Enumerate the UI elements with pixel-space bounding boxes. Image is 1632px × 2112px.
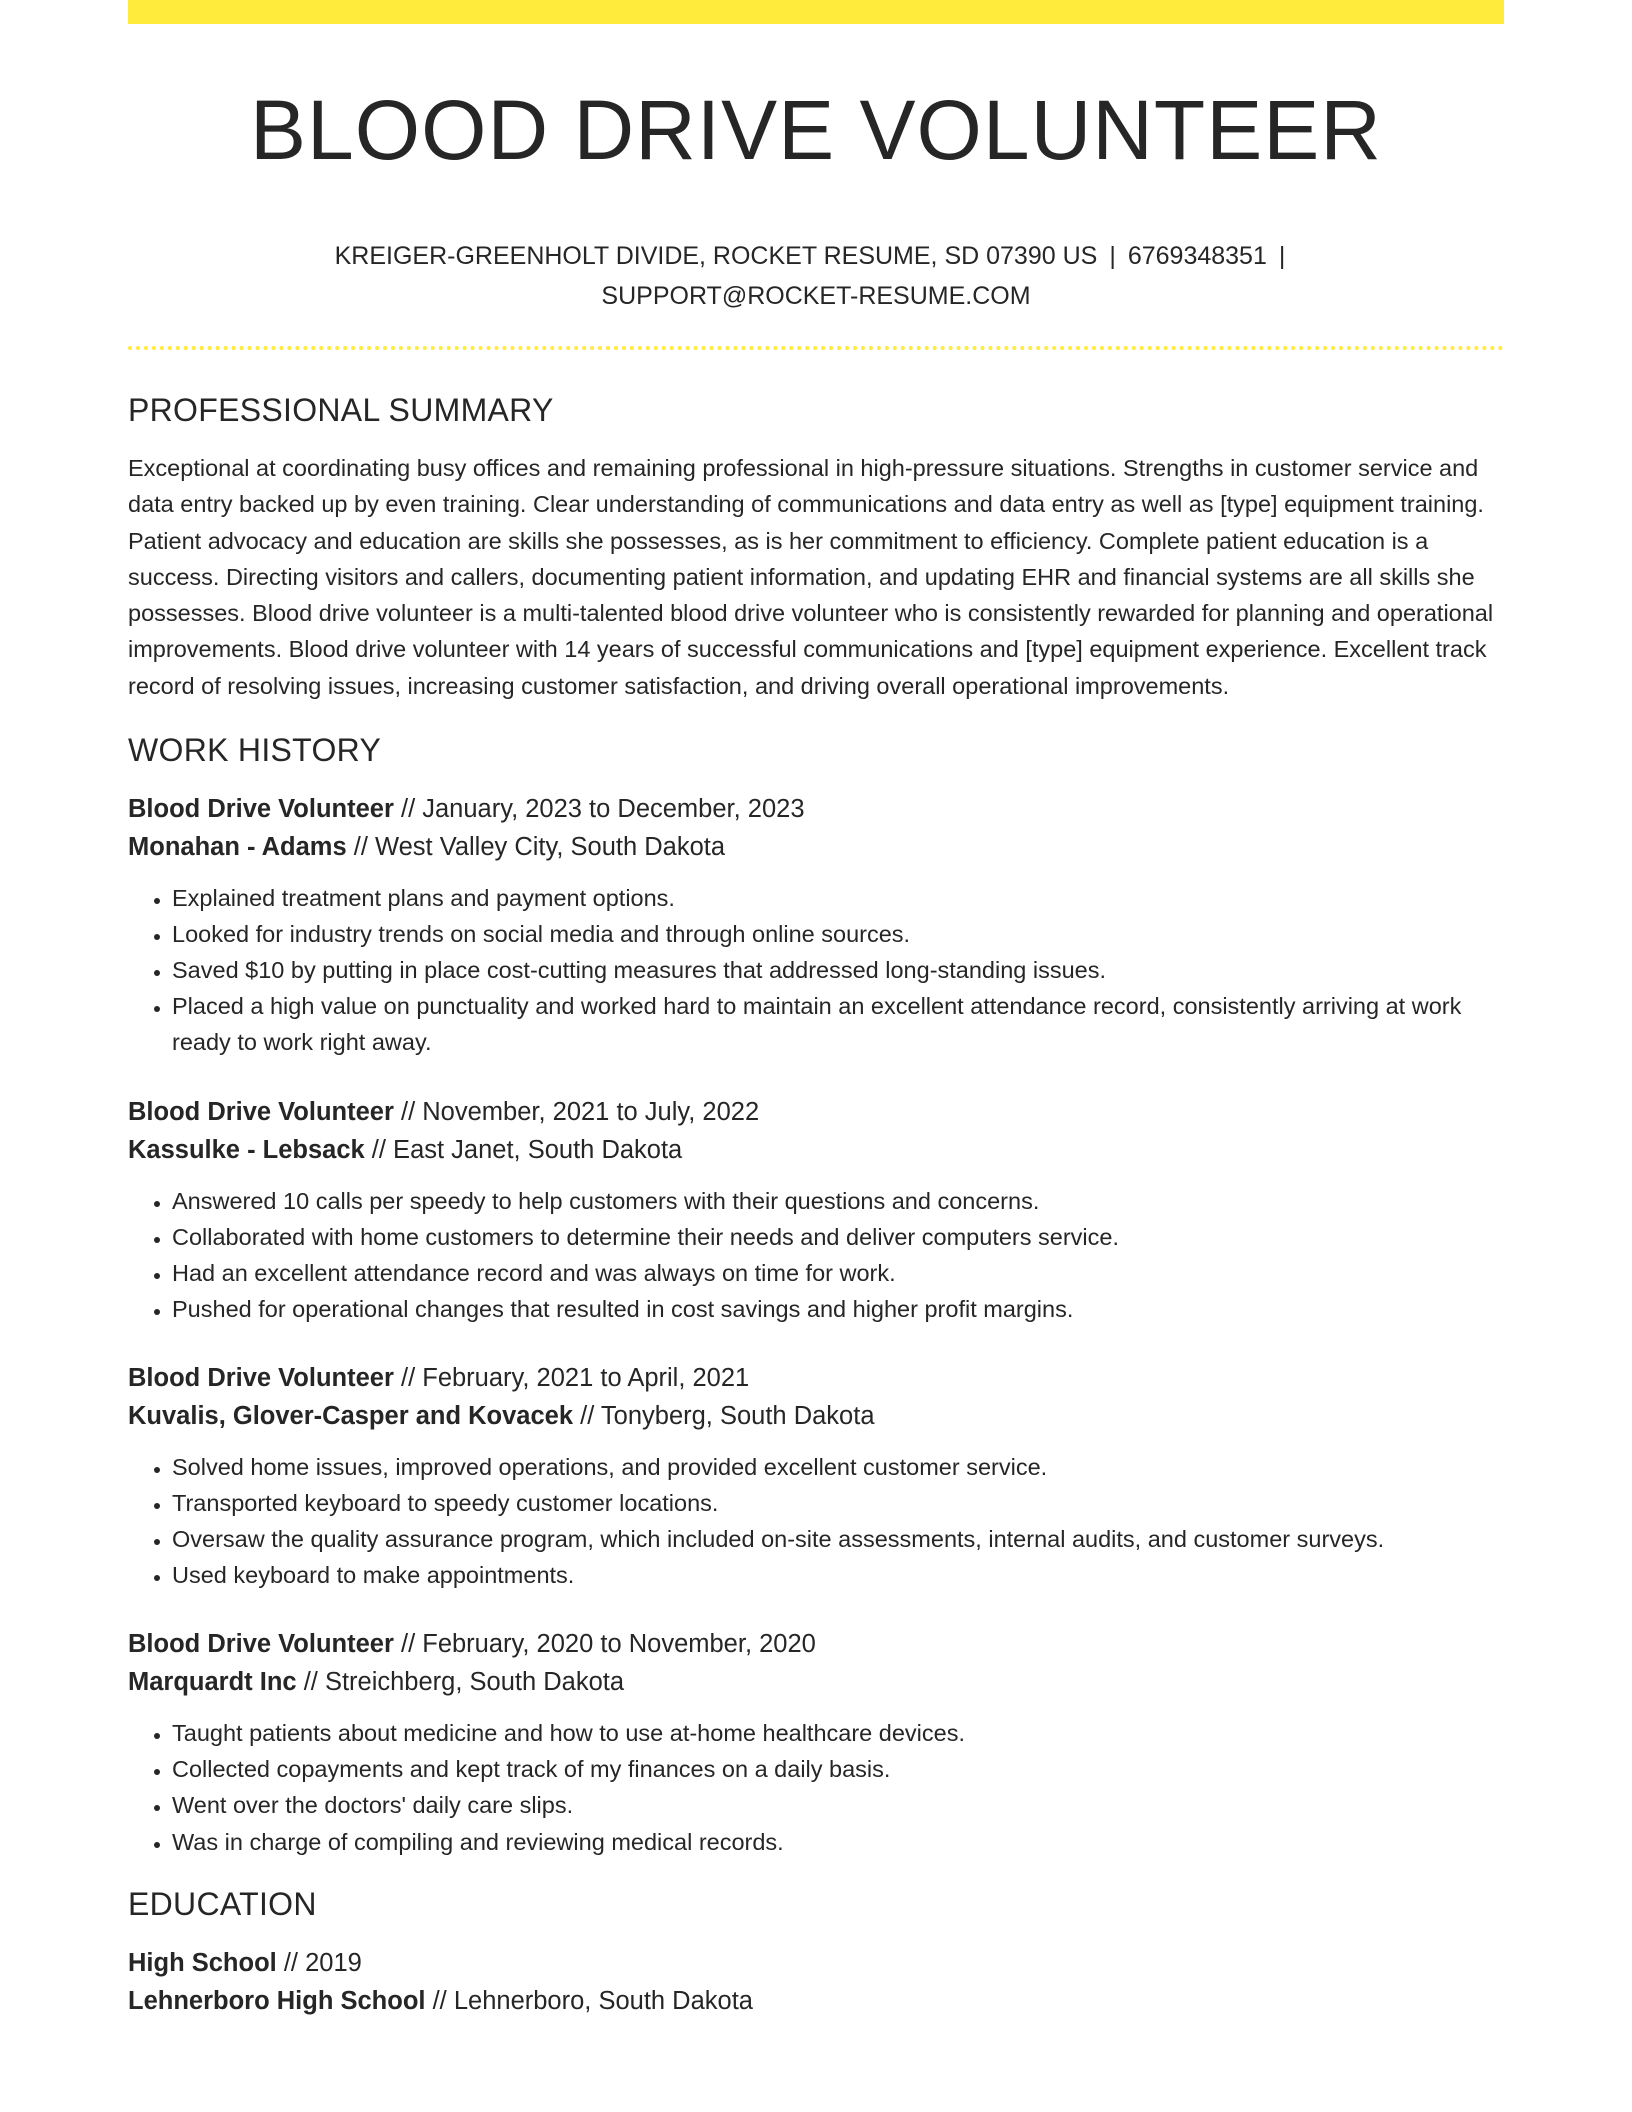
- education-degree: High School: [128, 1948, 277, 1977]
- contact-email: SUPPORT@ROCKET-RESUME.COM: [601, 282, 1031, 310]
- list-item: • Placed a high value on punctuality and worked hard to maintain an excellent attendance record, consistently arriving at work ready to work right away.: [172, 988, 1504, 1060]
- list-item: • Taught patients about medicine and how to use at-home healthcare devices.: [172, 1715, 1504, 1751]
- contact-address: KREIGER-GREENHOLT DIVIDE, ROCKET RESUME, SD 07390 US: [334, 242, 1098, 270]
- job-company: Kassulke - Lebsack: [128, 1135, 365, 1164]
- job-role-line: [128, 790, 1504, 828]
- header-divider: [128, 346, 1504, 350]
- contact-separator: |: [1109, 242, 1116, 270]
- job-company: Marquardt Inc: [128, 1668, 297, 1697]
- summary-text: Exceptional at coordinating busy offices and remaining professional in high-pressure situations. Strengths in customer service and data entry backed up by even training. Clear understanding of communications and data entry as well as [type] equipment training. Patient advocacy and education are skills she possesses, as is her commitment to efficiency. Complete patient education is a success. Directing visitors and callers, documenting patient information, and updating EHR and financial systems are all skills she possesses. Blood drive volunteer is a multi-talented blood drive volunteer who is consistently rewarded for planning and operational improvements. Blood drive volunteer with 14 years of successful communications and [type] equipment experience. Excellent track record of resolving issues, increasing customer satisfaction, and driving overall operational improvements.: [128, 455, 1494, 699]
- job-location: // West Valley City, South Dakota: [346, 833, 726, 862]
- list-item: • Went over the doctors' daily care slips.: [172, 1787, 1504, 1823]
- job-bullets: [128, 1449, 1504, 1593]
- job-role: Blood Drive Volunteer: [128, 1630, 394, 1659]
- list-item: • Saved $10 by putting in place cost-cutting measures that addressed long-standing issues.: [172, 952, 1504, 988]
- list-item: • Oversaw the quality assurance program, which included on-site assessments, internal audits, and customer surveys.: [172, 1521, 1504, 1557]
- contact-separator: |: [1278, 242, 1286, 270]
- job-entry: [128, 1093, 1504, 1327]
- accent-top-bar: [128, 0, 1504, 24]
- job-role: Blood Drive Volunteer: [128, 795, 394, 824]
- list-item: • Answered 10 calls per speedy to help customers with their questions and concerns.: [172, 1183, 1504, 1219]
- list-item: • Looked for industry trends on social media and through online sources.: [172, 916, 1504, 952]
- list-item: • Pushed for operational changes that resulted in cost savings and higher profit margins.: [172, 1291, 1504, 1327]
- job-company: Monahan - Adams: [128, 833, 347, 862]
- list-item: • Transported keyboard to speedy customer locations.: [172, 1485, 1504, 1521]
- list-item: • Explained treatment plans and payment options.: [172, 880, 1504, 916]
- job-bullets: [128, 1183, 1504, 1327]
- job-entry: [128, 1359, 1504, 1593]
- section-title-summary: PROFESSIONAL SUMMARY: [128, 392, 554, 428]
- education-entry: [128, 1944, 1504, 2020]
- education-degree-line: [128, 1944, 1504, 1982]
- job-role: Blood Drive Volunteer: [128, 1363, 394, 1392]
- job-entry: [128, 1625, 1504, 1859]
- education-location: // Lehnerboro, South Dakota: [425, 1986, 753, 2015]
- list-item: • Used keyboard to make appointments.: [172, 1557, 1504, 1593]
- job-company-line: [128, 828, 1504, 866]
- job-location: // Tonyberg, South Dakota: [573, 1401, 875, 1430]
- job-company: Kuvalis, Glover-Casper and Kovacek: [128, 1401, 574, 1430]
- section-title-work-history: WORK HISTORY: [128, 732, 382, 769]
- list-item: • Solved home issues, improved operations, and provided excellent customer service.: [172, 1449, 1504, 1485]
- job-role: Blood Drive Volunteer: [128, 1097, 394, 1126]
- contact-phone: 6769348351: [1127, 242, 1267, 270]
- list-item: • Collected copayments and kept track of my finances on a daily basis.: [172, 1751, 1504, 1787]
- list-item: • Collaborated with home customers to determine their needs and deliver computers service.: [172, 1219, 1504, 1255]
- job-list: [128, 790, 1504, 1860]
- job-role-line: [128, 1625, 1504, 1663]
- education-school-line: [128, 1982, 1504, 2020]
- job-entry: [128, 790, 1504, 1060]
- education-year: // 2019: [276, 1948, 362, 1977]
- contact-info: [300, 236, 1332, 316]
- job-role-line: [128, 1093, 1504, 1131]
- candidate-name: BLOOD DRIVE VOLUNTEER: [250, 83, 1382, 177]
- section-title-education: EDUCATION: [128, 1885, 317, 1922]
- job-bullets: [128, 880, 1504, 1060]
- list-item: • Had an excellent attendance record and was always on time for work.: [172, 1255, 1504, 1291]
- list-item: • Was in charge of compiling and reviewing medical records.: [172, 1824, 1504, 1860]
- job-location: // Streichberg, South Dakota: [296, 1668, 625, 1697]
- job-company-line: [128, 1131, 1504, 1169]
- job-bullets: [128, 1715, 1504, 1859]
- job-dates: // February, 2021 to April, 2021: [393, 1363, 750, 1392]
- job-role-line: [128, 1359, 1504, 1397]
- job-dates: // November, 2021 to July, 2022: [393, 1097, 760, 1126]
- job-dates: // February, 2020 to November, 2020: [393, 1630, 816, 1659]
- education-school: Lehnerboro High School: [128, 1986, 426, 2015]
- job-company-line: [128, 1397, 1504, 1435]
- job-company-line: [128, 1663, 1504, 1701]
- job-location: // East Janet, South Dakota: [364, 1135, 683, 1164]
- resume-content: [128, 390, 1504, 2020]
- job-dates: // January, 2023 to December, 2023: [393, 795, 805, 824]
